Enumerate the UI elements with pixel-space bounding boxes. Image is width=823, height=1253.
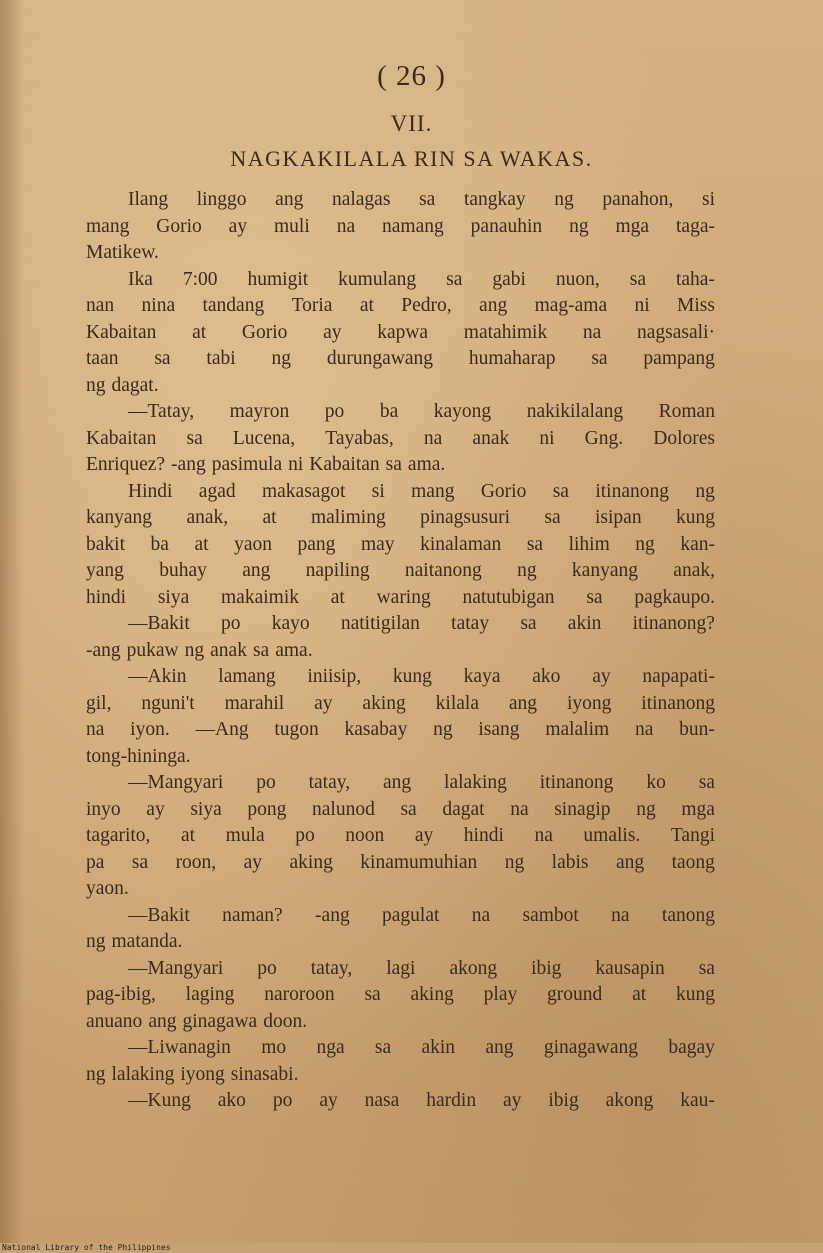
text-line: ng lalaking iyong sinasabi.: [86, 1063, 299, 1085]
text-line: —Bakit naman? -ang pagulat na sambot na tanong: [128, 904, 715, 926]
text-line: pa sa roon, ay aking kinamumuhian ng labis ang taong: [86, 851, 715, 873]
text-line: yang buhay ang napiling naitanong ng kanyang anak,: [86, 560, 715, 581]
body-text: [86, 187, 715, 1115]
chapter-title: NAGKAKILALA RIN SA WAKAS.: [230, 146, 593, 171]
text-line: yaon.: [86, 878, 129, 899]
page-edge-shadow: [0, 0, 24, 1243]
text-line: bakit ba at yaon pang may kinalaman sa lihim ng kan-: [86, 533, 715, 555]
text-line: Matikew.: [86, 242, 159, 263]
page-number: ( 26 ): [377, 60, 446, 92]
text-line: taan sa tabi ng durungawang humaharap sa pampang: [86, 348, 715, 369]
text-line: Hindi agad makasagot si mang Gorio sa itinanong ng: [128, 480, 715, 502]
text-line: Enriquez? -ang pasimula ni Kabaitan sa ama.: [86, 454, 446, 475]
text-line: —Tatay, mayron po ba kayong nakikilalang Roman: [128, 401, 715, 422]
text-line: Ika 7:00 humigit kumulang sa gabi nuon, sa taha-: [128, 268, 715, 290]
text-line: gil, nguni't marahil ay aking kilala ang iyong itinanong: [86, 692, 715, 714]
text-line: nan nina tandang Toria at Pedro, ang mag-ama ni Miss: [86, 295, 715, 316]
text-line: —Akin lamang iniisip, kung kaya ako ay napapati-: [128, 666, 715, 687]
text-line: na iyon. —Ang tugon kasabay ng isang malalim na bun-: [86, 719, 715, 740]
text-line: tagarito, at mula po noon ay hindi na umalis. Tangi: [86, 825, 715, 846]
text-line: —Liwanagin mo nga sa akin ang ginagawang bagay: [128, 1037, 715, 1058]
text-line: pag-ibig, laging naroroon sa aking play ground at kung: [86, 984, 715, 1005]
text-line: Kabaitan at Gorio ay kapwa matahimik na nagsasali·: [86, 321, 715, 343]
text-line: —Bakit po kayo natitigilan tatay sa akin itinanong?: [128, 613, 715, 634]
text-line: Kabaitan sa Lucena, Tayabas, na anak ni Gng. Dolores: [86, 427, 715, 449]
text-line: -ang pukaw ng anak sa ama.: [86, 639, 313, 661]
text-line: ng matanda.: [86, 931, 183, 952]
footer-credit: National Library of the Philippines: [2, 1243, 171, 1252]
text-line: —Kung ako po ay nasa hardin ay ibig akong kau-: [128, 1090, 715, 1111]
text-line: Ilang linggo ang nalagas sa tangkay ng panahon, si: [128, 189, 715, 210]
chapter-heading: VII.: [390, 111, 433, 136]
text-line: ng dagat.: [86, 374, 159, 396]
text-line: inyo ay siya pong nalunod sa dagat na sinagip ng mga: [86, 798, 715, 820]
text-line: mang Gorio ay muli na namang panauhin ng mga taga-: [86, 215, 715, 237]
text-line: tong-hininga.: [86, 745, 191, 767]
text-line: kanyang anak, at maliming pinagsusuri sa isipan kung: [86, 507, 715, 528]
text-line: anuano ang ginagawa doon.: [86, 1010, 308, 1032]
text-line: —Mangyari po tatay, ang lalaking itinanong ko sa: [128, 772, 715, 793]
text-line: hindi siya makaimik at waring natutubigan sa pagkaupo.: [86, 586, 715, 608]
text-line: —Mangyari po tatay, lagi akong ibig kausapin sa: [128, 957, 715, 979]
